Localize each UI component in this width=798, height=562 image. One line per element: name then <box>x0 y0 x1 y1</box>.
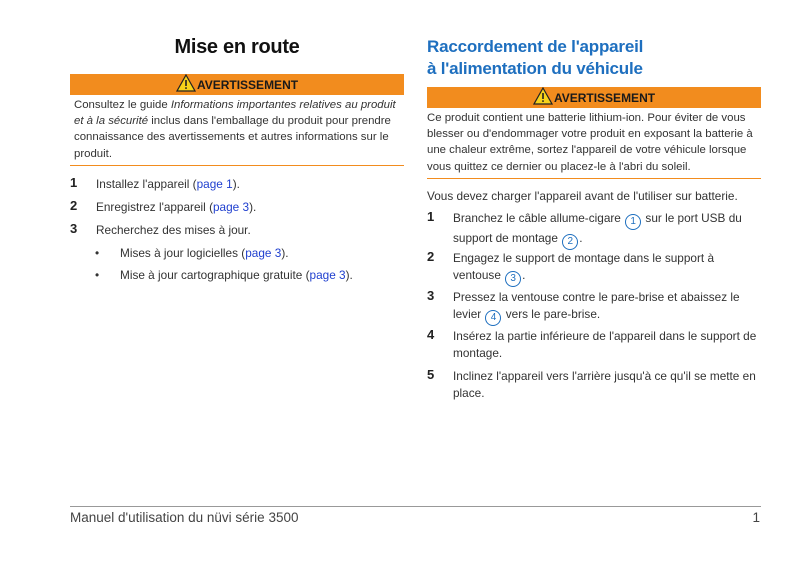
step-number: 5 <box>427 367 435 382</box>
step-text: Installez l'appareil ( <box>96 177 197 191</box>
warning-text-italic: Informations importantes relatives au produit et à la sécurité <box>74 99 396 128</box>
warning-box <box>427 87 761 179</box>
footer-page-number: 1 <box>752 510 760 525</box>
bullet-dot: • <box>95 268 100 282</box>
page-link[interactable]: page 3 <box>245 246 282 260</box>
step-number: 4 <box>427 327 435 342</box>
callout-marker: 3 <box>505 271 521 287</box>
step-item <box>427 210 761 250</box>
warning-text <box>70 95 404 166</box>
step-item <box>70 199 404 216</box>
step-item <box>427 368 761 401</box>
step-text: sur le port USB du support de montage <box>453 211 742 245</box>
step-text: Branchez le câble allume-cigare <box>453 211 625 225</box>
warning-triangle-icon <box>533 88 553 104</box>
step-number: 1 <box>427 209 435 224</box>
step-item <box>427 328 761 361</box>
section-title <box>427 36 643 80</box>
step-item <box>70 176 404 193</box>
section-title-line2: à l'alimentation du véhicule <box>427 59 643 78</box>
step-number: 2 <box>70 198 78 213</box>
warning-header <box>70 74 404 95</box>
warning-label: AVERTISSEMENT <box>553 91 656 105</box>
warning-header <box>427 87 761 108</box>
bullet-text: Mise à jour cartographique gratuite ( <box>120 268 310 282</box>
step-text-end: ). <box>232 177 240 191</box>
callout-marker: 1 <box>625 214 641 230</box>
step-text: Recherchez des mises à jour. <box>96 223 251 237</box>
footer-divider <box>70 506 761 507</box>
step-text-end: vers le pare-brise. <box>502 306 601 321</box>
step-number: 3 <box>70 221 78 236</box>
warning-box <box>70 74 404 166</box>
step-number: 3 <box>427 288 435 303</box>
page-title: Mise en route <box>174 36 300 58</box>
warning-text: Ce produit contient une batterie lithium-ion. Pour éviter de vous blesser ou d'endommager votre produit en exposant la batterie à une chaleur extrême, sortez l'appareil de votre véhicule lorsque vous quittez ce dernier ou placez-le à l'abri du soleil. <box>427 108 761 179</box>
step-item <box>70 222 404 239</box>
step-text-end: . <box>579 231 583 245</box>
bullet-text-end: ). <box>281 246 289 260</box>
warning-label: AVERTISSEMENT <box>196 78 299 92</box>
warning-text-suffix: inclus dans l'emballage du produit pour prendre connaissance des avertissements et autres informations sur le produit. <box>74 115 391 160</box>
page-link[interactable]: page 3 <box>309 268 346 282</box>
section-title-line1: Raccordement de l'appareil <box>427 37 644 56</box>
warning-text-prefix: Consultez le guide <box>74 99 171 111</box>
step-item <box>427 289 761 326</box>
step-text: Insérez la partie inférieure de l'appareil dans le support de montage. <box>453 329 757 360</box>
footer-manual-title: Manuel d'utilisation du nüvi série 3500 <box>70 510 299 525</box>
bullet-text: Mises à jour logicielles ( <box>120 246 246 260</box>
bullet-text-end: ). <box>345 268 353 282</box>
intro-text: Vous devez charger l'appareil avant de l'utiliser sur batterie. <box>427 189 738 203</box>
bullet-dot: • <box>95 246 100 260</box>
bullet-item <box>95 267 404 283</box>
page-link[interactable]: page 3 <box>213 200 250 214</box>
step-item <box>427 250 761 287</box>
page-link[interactable]: page 1 <box>196 177 233 191</box>
step-text: Pressez la ventouse contre le pare-brise et abaissez le levier <box>453 290 740 321</box>
callout-marker: 4 <box>485 310 501 326</box>
step-text: Enregistrez l'appareil ( <box>96 200 213 214</box>
step-number: 1 <box>70 175 78 190</box>
step-text: Inclinez l'appareil vers l'arrière jusqu'à ce qu'il se mette en place. <box>453 369 756 400</box>
step-text-end: ). <box>249 200 257 214</box>
step-text: Engagez le support de montage dans le support à ventouse <box>453 251 715 282</box>
step-text-end: . <box>522 267 526 282</box>
bullet-item <box>95 245 404 261</box>
warning-triangle-icon <box>176 75 196 91</box>
callout-marker: 2 <box>562 234 578 250</box>
step-number: 2 <box>427 249 435 264</box>
